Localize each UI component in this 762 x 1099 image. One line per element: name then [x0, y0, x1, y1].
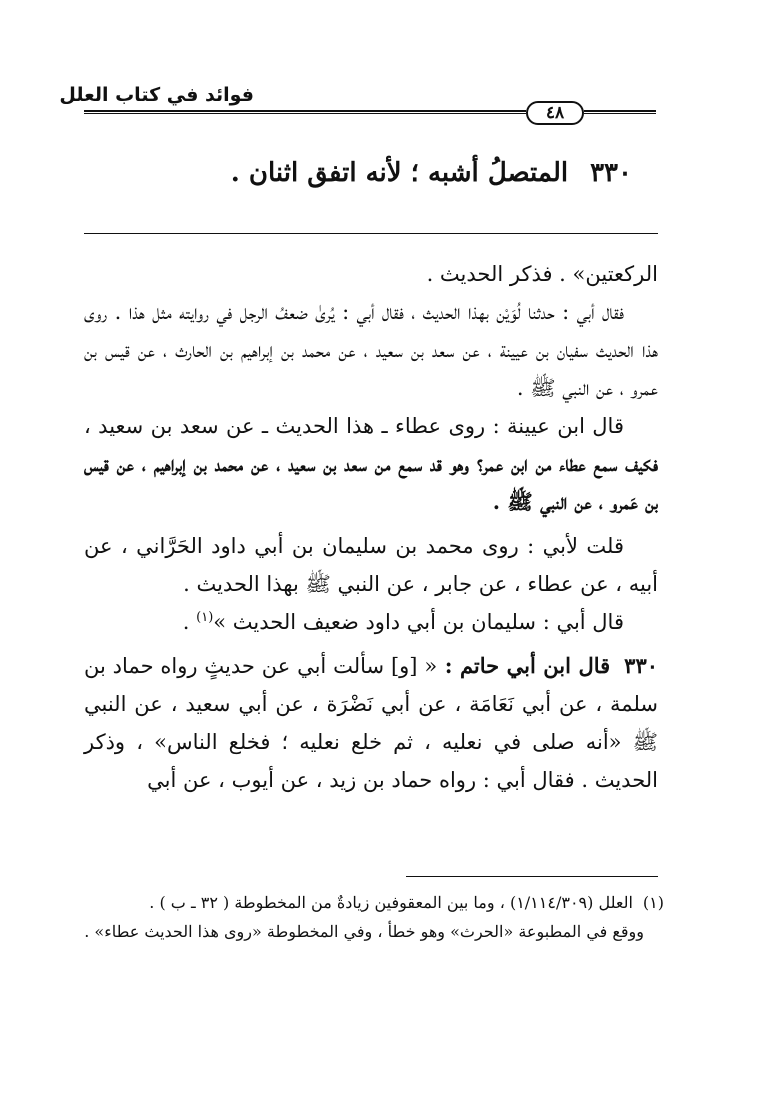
paragraph-3-bold: فكيف سمع عطاء من ابن عمر؟ وهو قد سمع من سعد بن سعيد ، عن محمد بن إبراهيم ، عن قيس بن عَمرو ، عن النبي ﷺ .	[84, 451, 658, 514]
paragraph-4: قلت لأبي : روى محمد بن سليمان بن أبي داود الحَرَّاني ، عن أبيه ، عن عطاء ، عن جابر ، عن النبي ﷺ بهذا الحديث .	[84, 534, 658, 596]
header-rule-left	[84, 110, 526, 114]
footnote-line-2: ووقع في المطبوعة «الحرث» وهو خطأ ، وفي المخطوطة «روى هذا الحديث عطاء» .	[84, 922, 644, 941]
footnote-number: (١)	[642, 893, 664, 912]
verse-divider	[84, 233, 658, 234]
footnotes	[84, 888, 664, 946]
footnote-text-1: العلل (١/١١٤/٣٠٩) ، وما بين المعقوفين زيادةٌ من المخطوطة ( ٣٢ ـ ب ) .	[149, 893, 633, 912]
footnote-line-1	[84, 888, 664, 917]
page-number: ٤٨	[526, 101, 584, 125]
paragraph-5-text: قال أبي : سليمان بن أبي داود ضعيف الحديث »	[213, 610, 624, 634]
paragraph-3-plain: قال ابن عيينة : روى عطاء ـ هذا الحديث ـ عن سعد بن سعيد ،	[84, 414, 624, 438]
verse-text: المتصلُ أشبه ؛ لأنه اتفق اثنان .	[230, 158, 569, 188]
footnote-divider	[406, 876, 658, 877]
top-verse-line	[231, 158, 632, 188]
entry-number: ٣٣٠	[624, 653, 659, 678]
paragraph-1: الركعتين» . فذكر الحديث .	[426, 262, 658, 286]
paragraph-5	[84, 603, 658, 641]
body-text	[84, 255, 658, 799]
entry-lead: قال ابن أبي حاتم :	[437, 653, 611, 678]
paragraph-2: فقال أبي : حدثنا لُوَيْن بهذا الحديث ، فقال أبي : يُرىٰ ضعفُ الرجل في روايته مثل هذا . روى هذا الحديث سفيان بن عيينة ، عن سعد بن سعيد ، عن محمد بن إبراهيم بن الحارث ، عن قيس بن عمرو ، عن النبي ﷺ .	[84, 300, 658, 400]
running-title: فوائد في كتاب العلل	[59, 84, 254, 106]
paragraph-5-end: .	[182, 610, 197, 634]
header-rule-right	[584, 110, 656, 114]
footnote-ref: (١)	[196, 610, 214, 625]
verse-number: ٣٣٠	[590, 158, 632, 188]
paragraph-6-text: « [و] سألت أبي عن حديثٍ رواه حماد بن سلمة ، عن أبي نَعَامَة ، عن أبي نَضْرَة ، عن أبي سعيد ، عن النبي ﷺ «أنه صلى في نعليه ، ثم خلع نعليه ؛ فخلع الناس» ، وذكر الحديث . فقال أبي : رواه حماد بن زيد ، عن أيوب ، عن أبي	[84, 654, 658, 792]
paragraph-3	[84, 407, 658, 521]
paragraph-6	[84, 647, 658, 799]
